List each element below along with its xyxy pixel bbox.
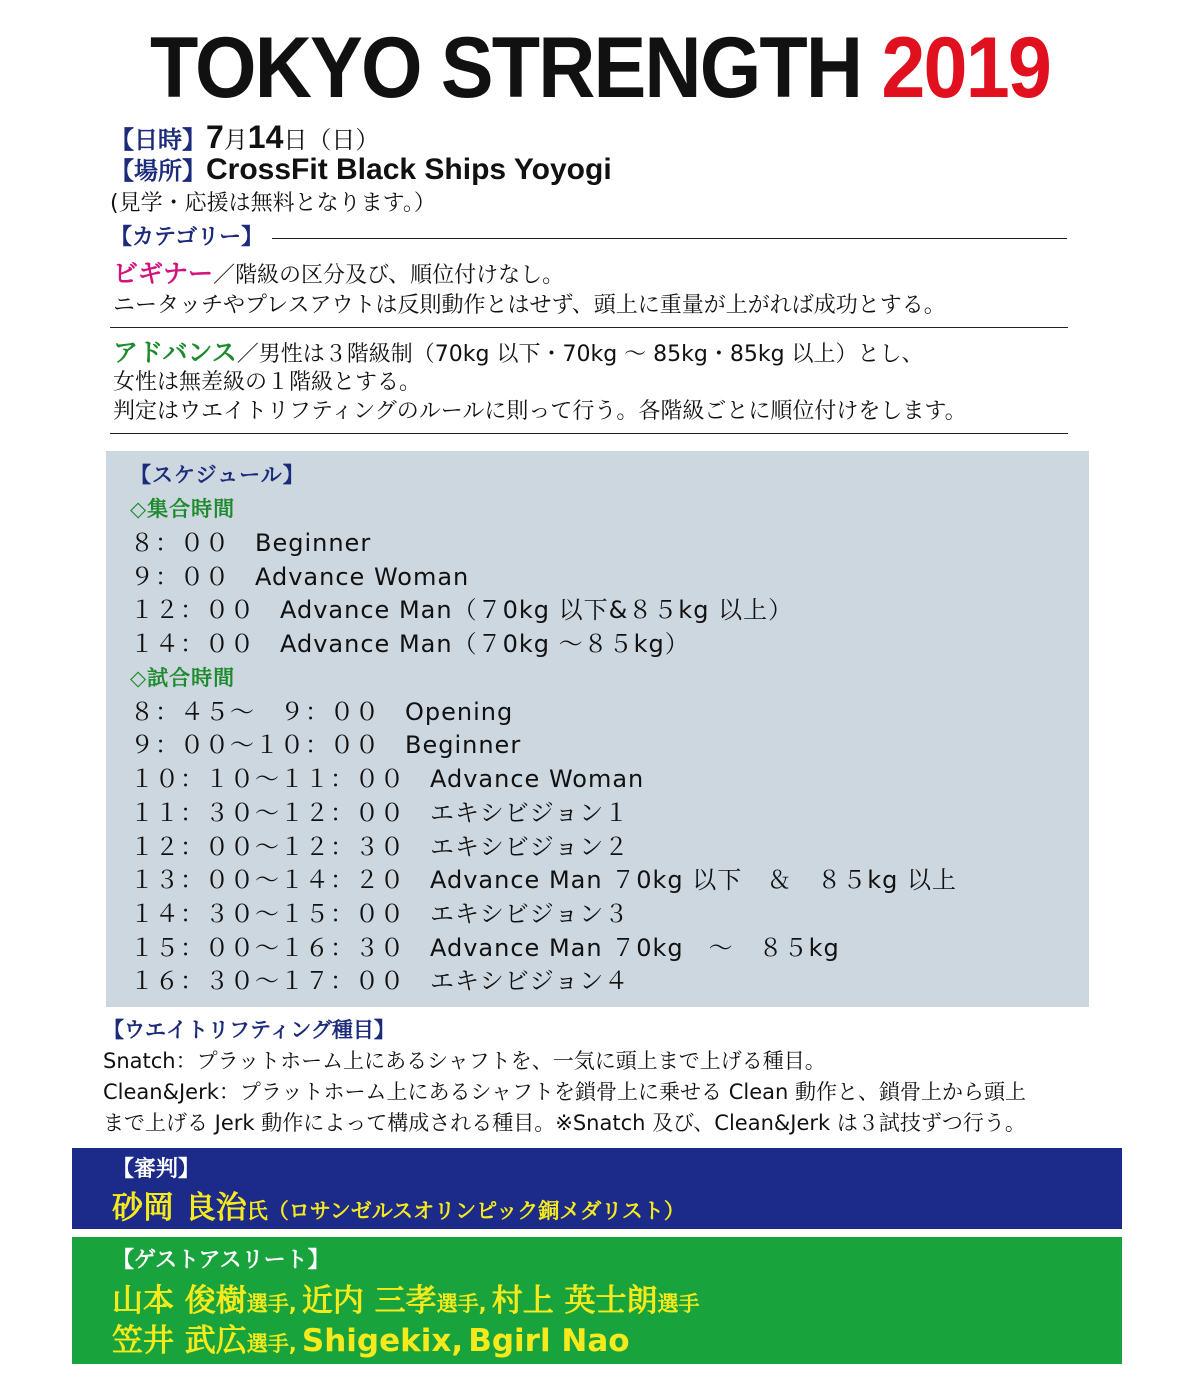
gather-item: １４：００ Advance Man（７0kg ～８５kg） <box>130 630 690 658</box>
category-heading: 【カテゴリー】 <box>110 225 264 250</box>
gather-item: １２：００ Advance Man（７0kg 以下&８５kg 以上） <box>130 596 794 624</box>
weightlifting-heading: 【ウエイトリフティング種目】 <box>103 1018 395 1042</box>
admission-note: (見学・応援は無料となります。） <box>110 191 436 216</box>
page-title <box>48 18 1152 118</box>
match-item: １３：００～１４：２０ Advance Man ７0kg 以下 ＆ ８５kg 以上 <box>130 866 957 894</box>
schedule-panel <box>106 451 1089 1007</box>
divider <box>110 327 1068 328</box>
advance-name: アドバンス <box>113 338 237 367</box>
match-item: ８：４５～ ９：００ Opening <box>130 698 514 726</box>
judge-suffix: 氏 <box>246 1199 268 1223</box>
guest-suffix: 選手, <box>246 1292 297 1316</box>
guest-suffix: 選手, <box>436 1292 487 1316</box>
judge-line <box>112 1182 685 1227</box>
match-item: １０：１０～１１：００ Advance Woman <box>130 765 645 793</box>
date-label: 【日時】 <box>110 126 206 154</box>
guest-name: Shigekix, <box>301 1323 464 1359</box>
gather-item: ８：００ Beginner <box>130 529 372 557</box>
match-item: １５：００～１６：３０ Advance Man ７0kg ～ ８５kg <box>130 934 840 962</box>
venue-name: CrossFit Black Ships Yoyogi <box>206 153 612 186</box>
gather-heading: ◇集合時間 <box>130 497 236 521</box>
advance-line-2: 女性は無差級の１階級とする。 <box>113 370 422 395</box>
match-item: １１：３０～１２：００ エキシビジョン１ <box>130 799 630 827</box>
beginner-line-2: ニータッチやプレスアウトは反則動作とはせず、頭上に重量が上がれば成功とする。 <box>113 293 946 318</box>
judge-title: （ロサンゼルスオリンピック銅メダリスト） <box>267 1199 685 1223</box>
advance-line-1 <box>113 337 924 370</box>
guest-name: 山本 俊樹 <box>112 1283 247 1319</box>
match-item: １２：００～１２：３０ エキシビジョン２ <box>130 833 630 861</box>
advance-line-3: 判定はウエイトリフティングのルールに則って行う。各階級ごとに順位付けをします。 <box>113 399 967 424</box>
guest-suffix: 選手 <box>657 1292 700 1316</box>
venue-label: 【場所】 <box>110 157 206 185</box>
schedule-heading: 【スケジュール】 <box>130 463 305 487</box>
beginner-name: ビギナー <box>113 259 214 288</box>
guest-name: 村上 英士朗 <box>491 1283 658 1319</box>
match-item: １６：３０～１７：００ エキシビジョン４ <box>130 967 630 995</box>
date-month-unit: 月 <box>223 126 248 154</box>
date-month: 7 <box>206 119 224 155</box>
gather-item: ９：００ Advance Woman <box>130 563 470 591</box>
guest-line-2 <box>112 1315 630 1360</box>
date-row <box>110 120 379 157</box>
guest-name: Bgirl Nao <box>468 1323 630 1359</box>
weightlifting-line-2: Clean&Jerk：プラットホーム上にあるシャフトを鎖骨上に乗せる Clean 動作と、鎖骨上から頭上 <box>103 1080 1026 1104</box>
venue-row <box>110 153 612 188</box>
date-day: 14 <box>247 119 284 155</box>
guest-heading: 【ゲストアスリート】 <box>112 1248 330 1273</box>
divider <box>272 238 1067 239</box>
weightlifting-line-3: まで上げる Jerk 動作によって構成される種目。※Snatch 及び、Clean&Jerk は３試技ずつ行う。 <box>103 1111 1026 1135</box>
guest-line-1 <box>112 1275 700 1320</box>
match-item: ９：００～１０：００ Beginner <box>130 731 522 759</box>
guest-name: 笠井 武広 <box>112 1323 247 1359</box>
divider <box>110 433 1068 434</box>
guest-panel <box>72 1237 1122 1364</box>
beginner-desc-1: ／階級の区分及び、順位付けなし。 <box>213 263 565 288</box>
match-item: １４：３０～１５：００ エキシビジョン３ <box>130 900 630 928</box>
date-day-unit: 日（日） <box>283 126 380 154</box>
guest-suffix: 選手, <box>246 1332 297 1356</box>
match-heading: ◇試合時間 <box>130 666 236 690</box>
judge-panel <box>72 1148 1122 1229</box>
title-year: 2019 <box>881 20 1051 116</box>
judge-name: 砂岡 良治 <box>112 1190 247 1226</box>
guest-name: 近内 三孝 <box>301 1283 437 1319</box>
advance-desc-1: ／男性は３階級制（70kg 以下・70kg ～ 85kg・85kg 以上）とし、 <box>236 342 924 367</box>
weightlifting-line-1: Snatch：プラットホーム上にあるシャフトを、一気に頭上まで上げる種目。 <box>103 1049 826 1073</box>
judge-heading: 【審判】 <box>112 1157 201 1182</box>
title-main: TOKYO STRENGTH <box>149 20 862 116</box>
beginner-line-1 <box>113 258 564 291</box>
